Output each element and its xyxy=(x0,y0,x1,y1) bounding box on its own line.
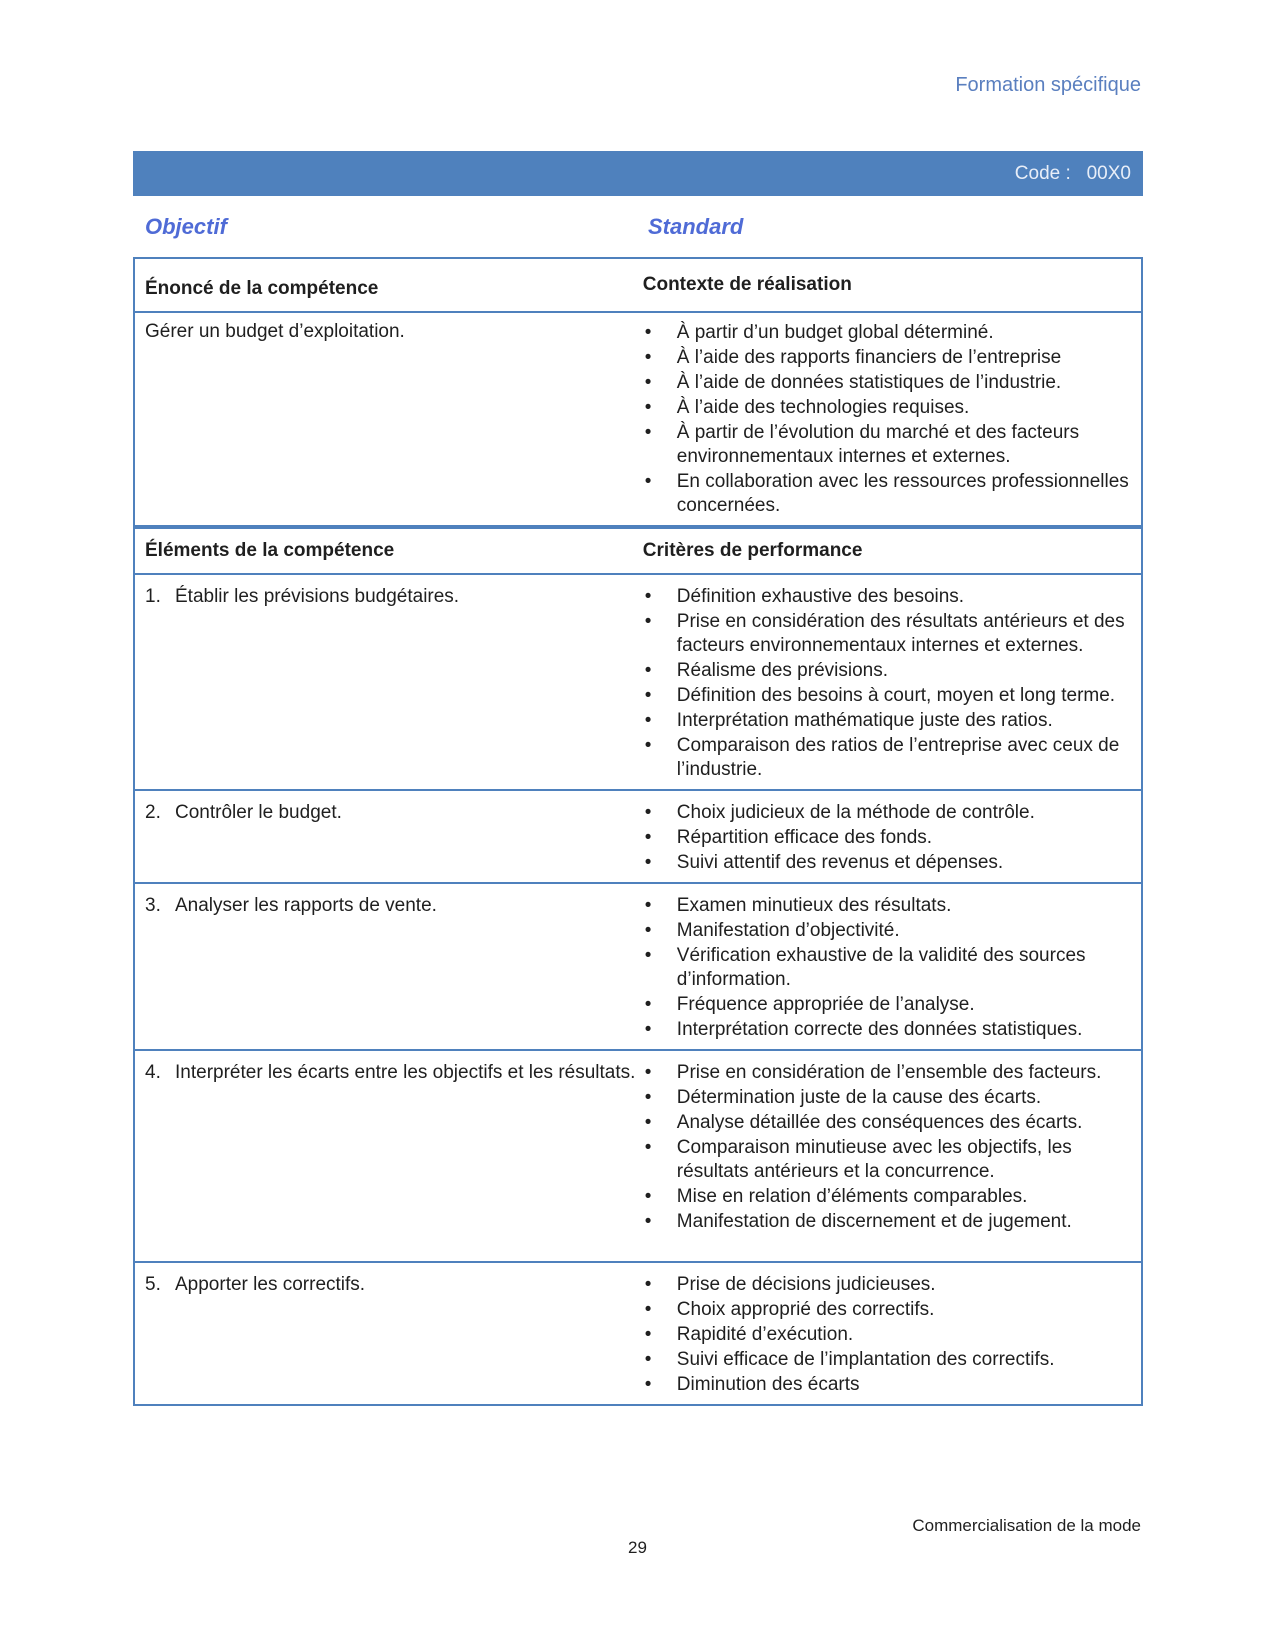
element-item xyxy=(145,585,643,609)
criteria-item: • Prise en considération de l’ensemble des facteurs. xyxy=(643,1061,1141,1085)
criteria-item: • Manifestation de discernement et de jugement. xyxy=(643,1210,1141,1234)
context-list xyxy=(643,321,1141,518)
criteria-item: • Prise en considération des résultats antérieurs et des facteurs environnementaux internes et externes. xyxy=(643,610,1141,658)
criteria-item: • Vérification exhaustive de la validité des sources d’information. xyxy=(643,944,1141,992)
context-header: Contexte de réalisation xyxy=(643,258,1142,312)
competence-table-body xyxy=(134,312,1142,526)
criteria-item: • Fréquence appropriée de l’analyse. xyxy=(643,993,1141,1017)
criteria-item: • Examen minutieux des résultats. xyxy=(643,894,1141,918)
context-item: • À partir de l’évolution du marché et des facteurs environnementaux internes et externes. xyxy=(643,421,1141,469)
footer-program: Commercialisation de la mode xyxy=(912,1516,1141,1535)
competence-table xyxy=(133,257,1143,527)
criteria-item: • Répartition efficace des fonds. xyxy=(643,826,1141,850)
criteria-item: • Réalisme des prévisions. xyxy=(643,659,1141,683)
context-item: • À l’aide des technologies requises. xyxy=(643,396,1141,420)
element-text: Interpréter les écarts entre les objectifs et les résultats. xyxy=(175,1062,636,1083)
element-number: 4. xyxy=(145,1062,161,1083)
criteria-item: • Mise en relation d’éléments comparables. xyxy=(643,1185,1141,1209)
statement-header: Énoncé de la compétence xyxy=(134,258,643,312)
competence-statement: Gérer un budget d’exploitation. xyxy=(145,321,405,342)
criteria-list xyxy=(643,1061,1141,1234)
element-row xyxy=(134,1050,1142,1262)
criteria-item: • Suivi efficace de l’implantation des correctifs. xyxy=(643,1348,1141,1372)
criteria-item: • Suivi attentif des revenus et dépenses. xyxy=(643,851,1141,875)
criteria-item: • Définition exhaustive des besoins. xyxy=(643,585,1141,609)
element-item xyxy=(145,894,643,918)
criteria-item: • Détermination juste de la cause des écarts. xyxy=(643,1086,1141,1110)
criteria-list xyxy=(643,894,1141,1042)
page-number: 29 xyxy=(628,1538,647,1557)
context-item: • À l’aide des rapports financiers de l’entreprise xyxy=(643,346,1141,370)
elements-table-header xyxy=(134,528,1142,574)
element-row xyxy=(134,883,1142,1050)
criteria-item: • Comparaison des ratios de l’entreprise avec ceux de l’industrie. xyxy=(643,734,1141,782)
element-number: 1. xyxy=(145,586,161,607)
element-number: 3. xyxy=(145,895,161,916)
element-item xyxy=(145,801,643,825)
element-text: Établir les prévisions budgétaires. xyxy=(175,586,460,607)
section-title: Formation spécifique xyxy=(955,74,1141,96)
criteria-list xyxy=(643,1273,1141,1397)
criteria-list xyxy=(643,585,1141,782)
code-bar xyxy=(133,151,1143,196)
criteria-item: • Définition des besoins à court, moyen et long terme. xyxy=(643,684,1141,708)
objectif-label: Objectif xyxy=(145,214,227,239)
elements-table xyxy=(133,527,1143,1406)
standard-label: Standard xyxy=(648,214,744,239)
context-item: • À l’aide de données statistiques de l’industrie. xyxy=(643,371,1141,395)
element-text: Contrôler le budget. xyxy=(175,802,342,823)
criteria-item: • Analyse détaillée des conséquences des écarts. xyxy=(643,1111,1141,1135)
criteria-item: • Choix approprié des correctifs. xyxy=(643,1298,1141,1322)
context-item: • En collaboration avec les ressources professionnelles concernées. xyxy=(643,470,1141,518)
element-row xyxy=(134,790,1142,883)
element-number: 2. xyxy=(145,802,161,823)
criteria-item: • Interprétation mathématique juste des ratios. xyxy=(643,709,1141,733)
element-text: Analyser les rapports de vente. xyxy=(175,895,437,916)
criteria-item: • Comparaison minutieuse avec les objectifs, les résultats antérieurs et la concurrence. xyxy=(643,1136,1141,1184)
criteria-item: • Interprétation correcte des données statistiques. xyxy=(643,1018,1141,1042)
criteria-item: • Manifestation d’objectivité. xyxy=(643,919,1141,943)
criteria-item: • Rapidité d’exécution. xyxy=(643,1323,1141,1347)
element-row xyxy=(134,574,1142,790)
criteria-header: Critères de performance xyxy=(643,528,1142,574)
element-row xyxy=(134,1262,1142,1405)
element-item xyxy=(145,1061,643,1085)
criteria-item: • Diminution des écarts xyxy=(643,1373,1141,1397)
element-text: Apporter les correctifs. xyxy=(175,1274,366,1295)
elements-header: Éléments de la compétence xyxy=(134,528,643,574)
competence-table-header xyxy=(134,258,1142,312)
element-item xyxy=(145,1273,643,1297)
criteria-list xyxy=(643,801,1141,875)
code-label: Code : 00X0 xyxy=(1014,163,1131,184)
criteria-item: • Choix judicieux de la méthode de contrôle. xyxy=(643,801,1141,825)
context-item: • À partir d’un budget global déterminé. xyxy=(643,321,1141,345)
element-number: 5. xyxy=(145,1274,161,1295)
criteria-item: • Prise de décisions judicieuses. xyxy=(643,1273,1141,1297)
